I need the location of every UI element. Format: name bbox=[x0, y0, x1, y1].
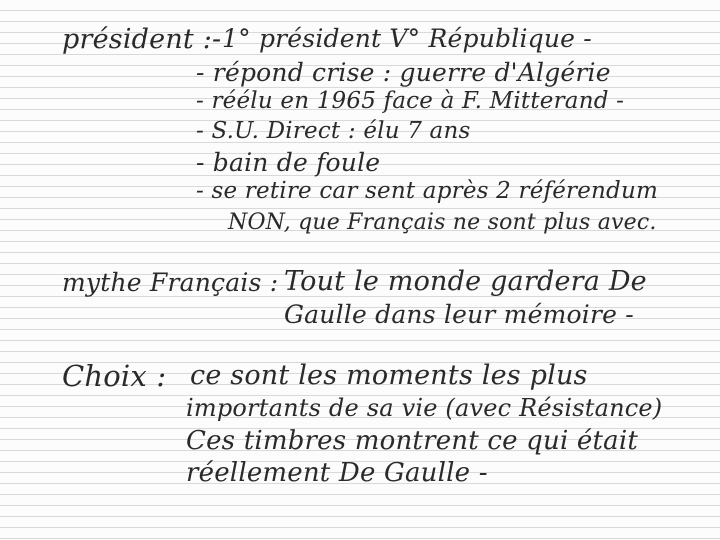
president-item-6: - se retire car sent après 2 référendum bbox=[196, 178, 659, 204]
president-item-3: - réélu en 1965 face à F. Mitterand - bbox=[196, 88, 625, 114]
choix-line-4: réellement De Gaulle - bbox=[186, 458, 488, 488]
choix-line-2: importants de sa vie (avec Résistance) bbox=[186, 394, 663, 422]
choix-line-1: ce sont les moments les plus bbox=[190, 360, 588, 391]
choix-line-3: Ces timbres montrent ce qui était bbox=[186, 426, 639, 456]
president-item-2: - répond crise : guerre d'Algérie bbox=[196, 58, 611, 87]
choix-label: Choix : bbox=[62, 359, 167, 393]
mythe-line-1: Tout le monde gardera De bbox=[284, 266, 647, 297]
president-item-5: - bain de foule bbox=[196, 148, 381, 177]
president-item-4: - S.U. Direct : élu 7 ans bbox=[196, 118, 471, 144]
president-item-7: NON, que Français ne sont plus avec. bbox=[228, 210, 657, 235]
president-label: président :- bbox=[62, 24, 222, 55]
mythe-label: mythe Français : bbox=[62, 268, 279, 297]
president-item-1: 1° président V° République - bbox=[222, 24, 592, 53]
mythe-line-2: Gaulle dans leur mémoire - bbox=[284, 300, 634, 329]
